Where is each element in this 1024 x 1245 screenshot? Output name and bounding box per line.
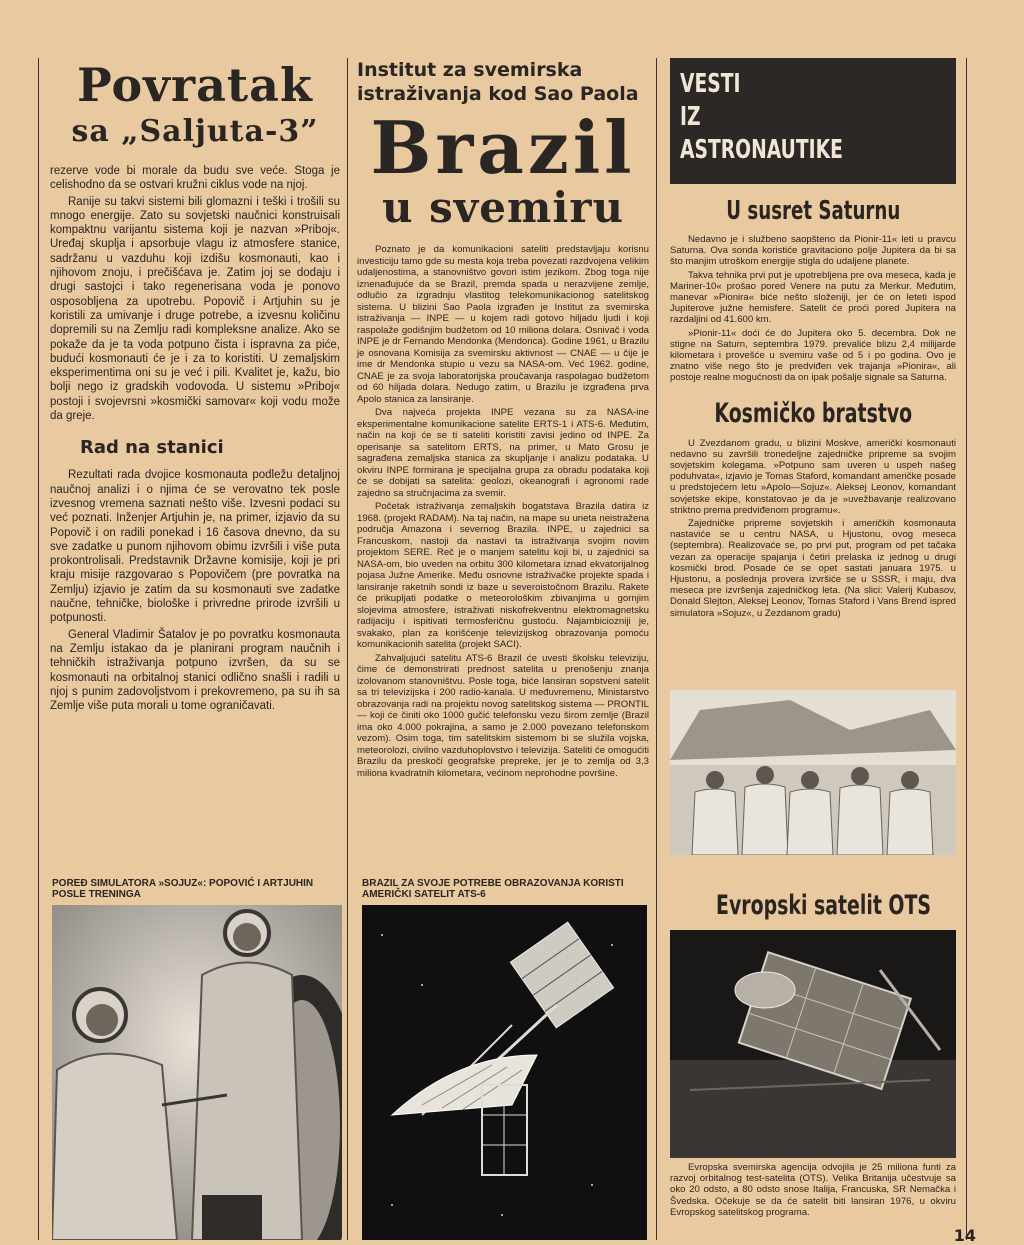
- paragraph: Zahvaljujući satelitu ATS-6 Brazil će uvesti školsku televiziju, čime će demonstrirati prednost satelita u prenošenju znanja izolovanom stanovništvu. Posle toga, biće lansiran sopstveni satelit sa tri televizijska i 200 radio-kanala. U međuvremenu, Ministarstvo obrazovanja radi na projektu novog satelitskog sistema — PRONTIL — koji će činiti oko 1000 gučić telefonsku vezu širom zemlje (Brazil ima oko 4.000 pokrajina, a samo je 2.000 povezano telefonskom vezom). Osim toga, tim satelitskim sistemom bi se služila vojska, meteorolozi, civilno vazduhoplovstvo i televizija. Sateliti će omogućiti Brazilu da preskoči geografske prepreke, jer je to zemlja od 3,3 miliona kvadratnih kilometara, većinom neprohodne površine.: [357, 652, 649, 779]
- heading-kosmicko-bratstvo: Kosmičko bratstvo: [714, 397, 912, 429]
- paragraph: U Zvezdanom gradu, u blizini Moskve, američki kosmonauti nedavno su završili tronedeljne zajedničke pripreme sa svojim sovjetskim kolegama. »Potpuno sam uveren u uspeh našeg poduhvata«, izjavio je Tomas Staford, komandant američke posade u predstojećem letu »Apolo—Sojuz«. Aleksej Leonov, komandant sovjetske ekipe, konstatovao je da je »uvežbavanje realizovano striktno prema predviđenom programu«.: [670, 437, 956, 516]
- paragraph: Poznato je da komunikacioni sateliti predstavljaju korisnu investiciju tamo gde su mesta koja treba povezati razdvojena velikim udaljenostima, a stanovništvo govori istim jezikom. Zbog toga nije iznenađujuće da se Brazil, premda spada u nerazvijene zemlje, odlučio za izgradnju vlastitog telekomunikacionog satelitskog sistema. U blizini Sao Paola izgrađen je Institut za svemirska istraživanja — INPE — u kojem radi gotovo hiljadu ljudi i koji raspolaže godišnjim budžetom od 10 miliona dolara. Osnivač i voda INPE je dr Fernando Mendonka (Mendonca). Godine 1961, u Brazilu je osnovana Komisija za svemirsku aktivnost — CNAE — u čije je ime dr Mendonka stupio u vezu sa NASA-om. Već 1962. godine, CNAE je za svoja laboratorijska proučavanja raspolagao budžetom od 60 hiljada dolara. Nedugo zatim, u Brazilu je izgrađena prva Apolo stanica za lansiranje.: [357, 244, 649, 405]
- middle-photo-caption-block: [362, 878, 647, 900]
- photo-astronauts-group: [670, 690, 956, 855]
- middle-body: [357, 244, 649, 779]
- paragraph: General Vladimir Šatalov je po povratku kosmonauta na Zemlju istakao da je planirani program naučnih i tehničkih istraživanja potpuno izvršen, da su se kosmonauti na orbitalnoj stanici odlično snašli i radili u njoj s punim zadovoljstvom i prekovremeno, pa su ih sa Zemlje više puta morali u tome ograničavati.: [50, 628, 340, 713]
- paragraph: Nedavno je i službeno saopšteno da Pionir-11« leti u pravcu Saturna. Ova sonda koristiće gravitaciono polje Jupitera da bi sa što manjim utroškom energije stigla do udaljene planete.: [670, 234, 956, 268]
- left-body-1: [50, 164, 340, 423]
- banner-astronautike: ASTRONAUTIKE: [680, 135, 843, 165]
- satellite-photo-graphic: [362, 905, 647, 1240]
- article-subtitle-saljut: sa „Saljuta-3”: [71, 114, 319, 149]
- heading-wrap-ots: [670, 890, 956, 924]
- heading-evropski-satelit-ots: Evropski satelit OTS: [716, 890, 932, 921]
- page-number: 14: [953, 1226, 976, 1245]
- paragraph: Evropska svemirska agencija odvojila je 25 miliona funti za razvoj orbitalnog test-satelita (OTS). Velika Britanija učestvuje sa oko 20 odsto, a 80 odsto snose Italija, Francuska, SR Nemačka i Švedska. Očekuje se da će satelit biti lansiran 1976, u okviru Evropskog satelitskog programa.: [670, 1162, 956, 1218]
- right-column: [670, 196, 956, 621]
- saturn-body: [670, 234, 956, 384]
- paragraph: Početak istraživanja zemaljskih bogatstava Brazila datira iz 1968. (projekt RADAM). Na taj način, na mape su uneta neistražena područja Amazona i severnog Brazila. INPE, u zajednici sa Francuskom, nastoji da nastavi ta istraživanja svojim novim projektom SERE. Reč je o manjem satelitu koji bi, u zajednici sa NASA-om, bio uveden na orbitu 300 kilometara iznad ekvatorijalnog pojasa Južne Amerike. Među osnovne istraživačke projekte spada i lansiranje raketnih sondi iz baze u severoistočnom Brazilu. Rakete će prikupljati podatke o meteorološkim zbivanjima u gornjim slojevima atmosfere, istraživati niskofrekventnu elektromagnetsku radijaciju i ispitivati termosferičnu gustoću. Najambiciozniji je, svakako, plan za korišćenje televizijskog obrazovanja pomoću komunikacionih satelita (projekt SACI).: [357, 501, 649, 650]
- column-rule-1: [347, 58, 348, 1240]
- article-title-brazil: Brazil: [370, 105, 636, 190]
- ots-photo-graphic: [670, 930, 956, 1158]
- article-subtitle-u-svemiru: u svemiru: [382, 183, 624, 232]
- paragraph: Rezultati rada dvojice kosmonauta podležu detaljnoj naučnoj analizi i o njima će se verovatno tek posle izvesnog vremena saznati nešto više. Izvesni podaci su već poznati. Inženjer Artjuhin je, na primer, izjavio da su Popovič i on radili ponekad i 16 časova dnevno, da su sve zadatke u punom njihovom obimu izvršili i više puta prokontrolisali. Predstavnik Državne komisije, koji je pri kraju misije razgovarao s Popovičem (pre povratka na Zemlju) izjavio je zatim da su kosmonauti sve zadatke naučne, tehničke, biološke i privredne prirode izvršili u potpunosti.: [50, 469, 340, 625]
- heading-wrap-saturn: [670, 196, 956, 226]
- cosmonauts-photo-graphic: [52, 905, 342, 1240]
- left-border-rule: [38, 58, 39, 1240]
- kicker-institut: Institut za svemirska istraživanja kod Sao Paola: [357, 59, 639, 105]
- column-rule-2: [656, 58, 657, 1240]
- left-photo-caption-block: [52, 878, 342, 900]
- photo-ats6-satellite: [362, 905, 647, 1240]
- photo-ots-satellite: [670, 930, 956, 1158]
- right-border-rule: [966, 58, 967, 1240]
- section-heading-rad-na-stanici: Rad na stanici: [80, 437, 224, 459]
- bratstvo-body: [670, 438, 956, 619]
- paragraph: rezerve vode bi morale da budu sve veće. Stoga je celishodno da se ostvari kružni ciklus vode na njoj.: [50, 165, 340, 192]
- photo-caption-popovic: POREĐ SIMULATORA »SOJUZ«: POPOVIĆ I ARTJUHIN POSLE TRENINGA: [52, 878, 314, 900]
- heading-u-susret-saturnu: U susret Saturnu: [725, 196, 901, 226]
- paragraph: Ranije su takvi sistemi bili glomazni i teški i trošili su mnogo energije. Zato su sovjetski naučnici konstruisali kompaktnu varijantu sistema koji je nazvan »Priboj«. Uređaj skuplja i apsorbuje vlagu iz atmosfere stanice, sadržanu u vazduhu koji izdišu kosmonauti, kao i njihovom znoju, i prečišćava je. Zatim joj se dodaju i drugi sastojci i tako regenerisana voda je ponovo osposobljena za upotrebu. Popovič i Artjuhin su je koristili za umivanje i druge potrebe, a izvesnu količinu dopremili su na Zemlju radi kompleksne analize. Ako se pokaže da je ta voda potpuno čista i ispravna za piće, budući kosmonauti će je i za to koristiti. U zemaljskim eksperimentima oni su je već i pili. Kvalitet je, kažu, bio bolji nego iz gradskih vodovoda. U sistemu »Priboj« postoji i svojevrsni »kosmički samovar« koji vodu može da greje.: [50, 195, 340, 423]
- astronauts-photo-graphic: [670, 690, 956, 855]
- paragraph: Dva najveća projekta INPE vezana su za NASA-ine eksperimentalne komunikacione satelite ERTS-1 i ATS-6. Međutim, način na koji će se ti sateliti koristiti zavisi jedino od INPE. Za operisanje sa satelitom ERTS, na primer, u Mato Grosu je sagrađena zemaljska stanica za skupljanje i analizu podataka. U okviru INPE formirana je specijalna grupa za obradu podataka koji će se dobijati sa satelita: geolozi, okeanografi i agronomi rade zajedno sa stručnjacima za svemir.: [357, 407, 649, 499]
- photo-cosmonauts-simulator: [52, 905, 342, 1240]
- heading-wrap-bratstvo: [670, 398, 956, 430]
- middle-column: [357, 58, 649, 781]
- banner-iz: IZ: [680, 102, 701, 132]
- vesti-banner: [670, 58, 956, 184]
- ots-body: [670, 1162, 956, 1218]
- banner-vesti: VESTI: [680, 69, 741, 99]
- left-column: [50, 60, 340, 715]
- left-body-2: [50, 468, 340, 713]
- ots-text-block: [670, 1162, 956, 1220]
- article-title-povratak: Povratak: [77, 58, 313, 112]
- paragraph: Zajedničke pripreme sovjetskih i američkih kosmonauta nastaviće se u centru NASA, u Hjustonu, ovog meseca (septembra). Realizovaće se, po prvi put, program od pet tačaka vezan za operacije spajanja i četiri prelaska iz jednog u drugi kosmički brod. Posade će se opet sastati januara 1975. u Hjustonu, a poslednja provera izvršiće se u SSSR, i maju, dva meseca pre izvršenja zajedničkog leta. (Na slici: Valerij Kubasov, Donald Slejton, Aleksej Leonov, Tomas Staford i Vans Brend ispred simulatora »Sojuz«, u Zezdanom gradu): [670, 518, 956, 619]
- paragraph: Takva tehnika prvi put je upotrebljena pre ova meseca, kada je Mariner-10« prošao pored Venere na putu za Merkur. Međutim, manevar »Pionira« biće nešto složeniji, jer će on leteti ispod Jupiterove južne hemisfere. Satelit će proći pored Jupitera na razdaljini od 41.600 km.: [670, 269, 956, 326]
- paragraph: »Pionir-11« doći će do Jupitera oko 5. decembra. Dok ne stigne na Saturn, septembra 1979. prevaliće blizu 2,4 milijarde kilometara i provešće u svemiru vaše od 5 i po godina. Ovo je znatno više nego što je predviđen vek trajanja »Pionira«, ali postoje realne mogućnosti da on ipak pošalje signale sa Saturna.: [670, 327, 956, 384]
- photo-caption-ats6: BRAZIL ZA SVOJE POTREBE OBRAZOVANJA KORISTI AMERIČKI SATELIT ATS-6: [362, 878, 624, 900]
